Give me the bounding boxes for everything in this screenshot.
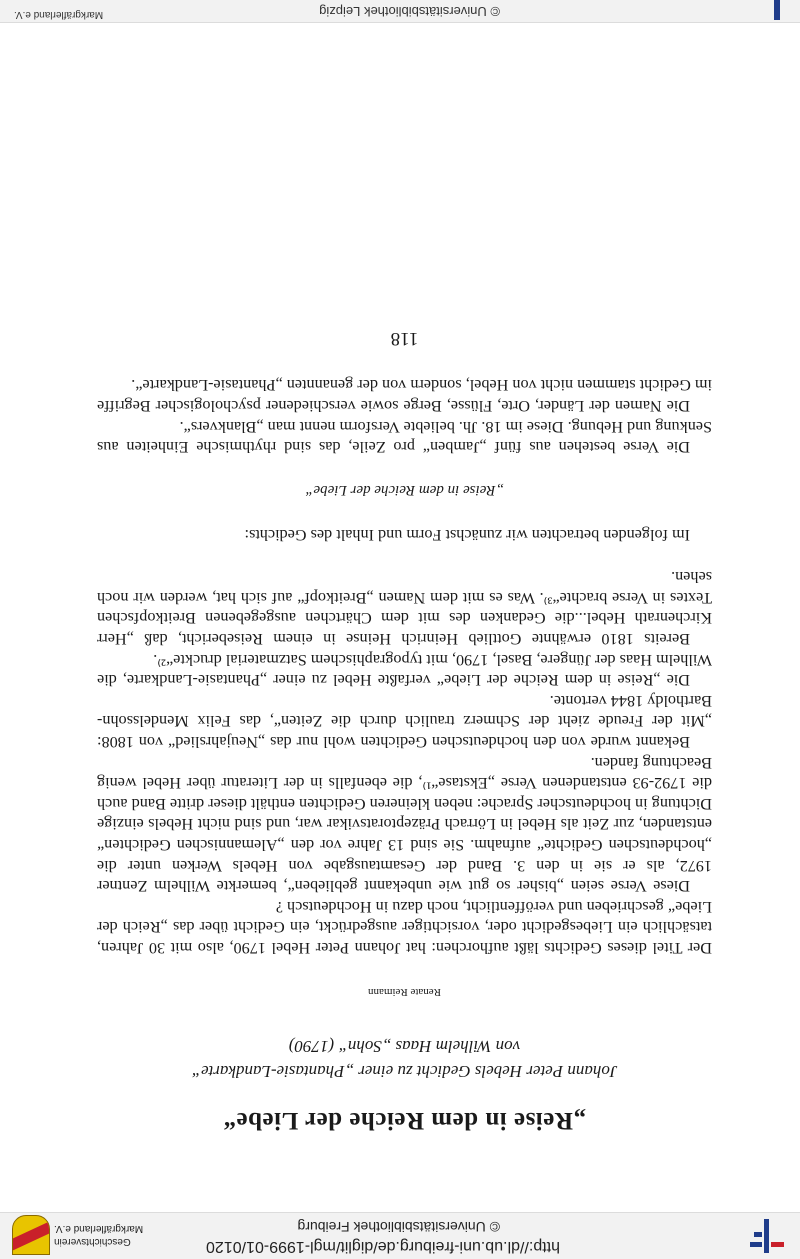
footer-society: Markgräflerland e.V. <box>14 9 104 20</box>
coat-of-arms-icon <box>12 1215 50 1255</box>
footer-copyright: © Universitätsbibliothek Leipzig <box>319 4 500 19</box>
subtitle-line-1: Johann Peter Hebels Gedicht zu einer „Phantasie-Landkarte“ <box>191 1062 618 1081</box>
copyright-notice: © Universitätsbibliothek Freiburg <box>297 1219 500 1235</box>
page-number: 118 <box>390 327 419 349</box>
subtitle-line-2: von Wilhelm Haas „Sohn“ (1790) <box>288 1037 521 1056</box>
source-url[interactable]: http://dl.ub.uni-freiburg.de/diglit/mgl-1999-01/0120 <box>206 1238 560 1255</box>
paragraph-6: Im folgenden betrachten wir zunächst Form und Inhalt des Gedichts: <box>244 525 690 544</box>
society-region: Markgräflerland e.V. <box>54 1223 144 1234</box>
paragraph-8: Die Namen der Länder, Orte, Flüsse, Berge sowie verschiedener psychologischer Begriffe im Gedicht stammen nicht von Hebel, sondern von der genannten „Phantasie-Landkarte“. <box>97 376 712 415</box>
article-title: „Reise in dem Reiche der Liebe“ <box>223 1107 586 1134</box>
viewer-footer-bar <box>0 0 800 23</box>
section-heading: „Reise in dem Reiche der Liebe“ <box>305 482 504 499</box>
society-name: Geschichtsverein <box>54 1236 131 1247</box>
society-badge[interactable] <box>12 1215 144 1255</box>
paragraph-1: Der Titel dieses Gedichts läßt aufhorchen: hat Johann Peter Hebel 1790, also mit 30 Jahren, tatsächlich ein Liebesgedicht oder, vorsichtiger ausgedrückt, ein Gedicht über das „Reich der Liebe“ geschrieben und veröffentlicht, noch dazu in Hochdeutsch ? <box>97 897 712 957</box>
ub-logo-fragment-icon <box>774 0 780 20</box>
article-body <box>97 327 712 958</box>
paragraph-5: Bereits 1810 erwähnte Gottlieb Heinrich Heinse in einem Reisebericht, daß „Herr Kirchenrath Hebel...die Gedanken des mit dem Chärtchen ausgegebenen Breitkopfschen Textes in Verse brachte“³⁾. Was es mit dem Namen „Breitkopf“ auf sich hat, werden wir noch sehen. <box>97 568 712 649</box>
paragraph-4: Die „Reise in dem Reiche der Liebe“ verfaßte Hebel zu einer „Phantasie-Landkarte, die Wilhelm Haas der Jüngere, Basel, 1790, mit typographischem Satzmaterial druckte“²⁾. <box>97 650 712 690</box>
article-subtitle <box>97 1034 712 1084</box>
viewer-header-bar <box>0 1212 800 1259</box>
document-page <box>97 327 712 1134</box>
paragraph-7: Die Verse bestehen aus fünf „Jamben“ pro Zeile, das sind rhythmische Einheiten aus Senkung und Hebung. Diese im 18. Jh. beliebte Versform nennt man „Blankvers“. <box>97 417 712 457</box>
article-author: Renate Reimann <box>368 986 442 998</box>
ub-freiburg-logo-icon[interactable] <box>750 1219 784 1253</box>
paragraph-2: Diese Verse seien „bisher so gut wie unbekannt geblieben“, bemerkte Wilhelm Zentner 1972, als er sie in den 3. Band der Gesamtausgabe von Hebels Werken unter die „hochdeutschen Gedichte“ aufnahm. Sie sind 13 Jahre vor den „Alemannischen Gedichten“ entstanden, zur Zeit als Hebel in Lörrach Präzeptoratsvikar war, und sind nicht Hebels einzige Dichtung in hochdeutscher Sprache: neben kleineren Gedichten enthält dieser dritte Band auch die 1792-93 entstandenen Verse „Ekstase“¹⁾, die ebenfalls in der Literatur über Hebel wenig Beachtung fanden. <box>97 753 712 896</box>
paragraph-3: Bekannt wurde von den hochdeutschen Gedichten wohl nur das „Neujahrslied“ von 1808: „Mit der Freude zieht der Schmerz traulich durch die Zeiten“, das Felix Mendelssohn-Bartholdy 1844 vertonte. <box>97 691 712 752</box>
